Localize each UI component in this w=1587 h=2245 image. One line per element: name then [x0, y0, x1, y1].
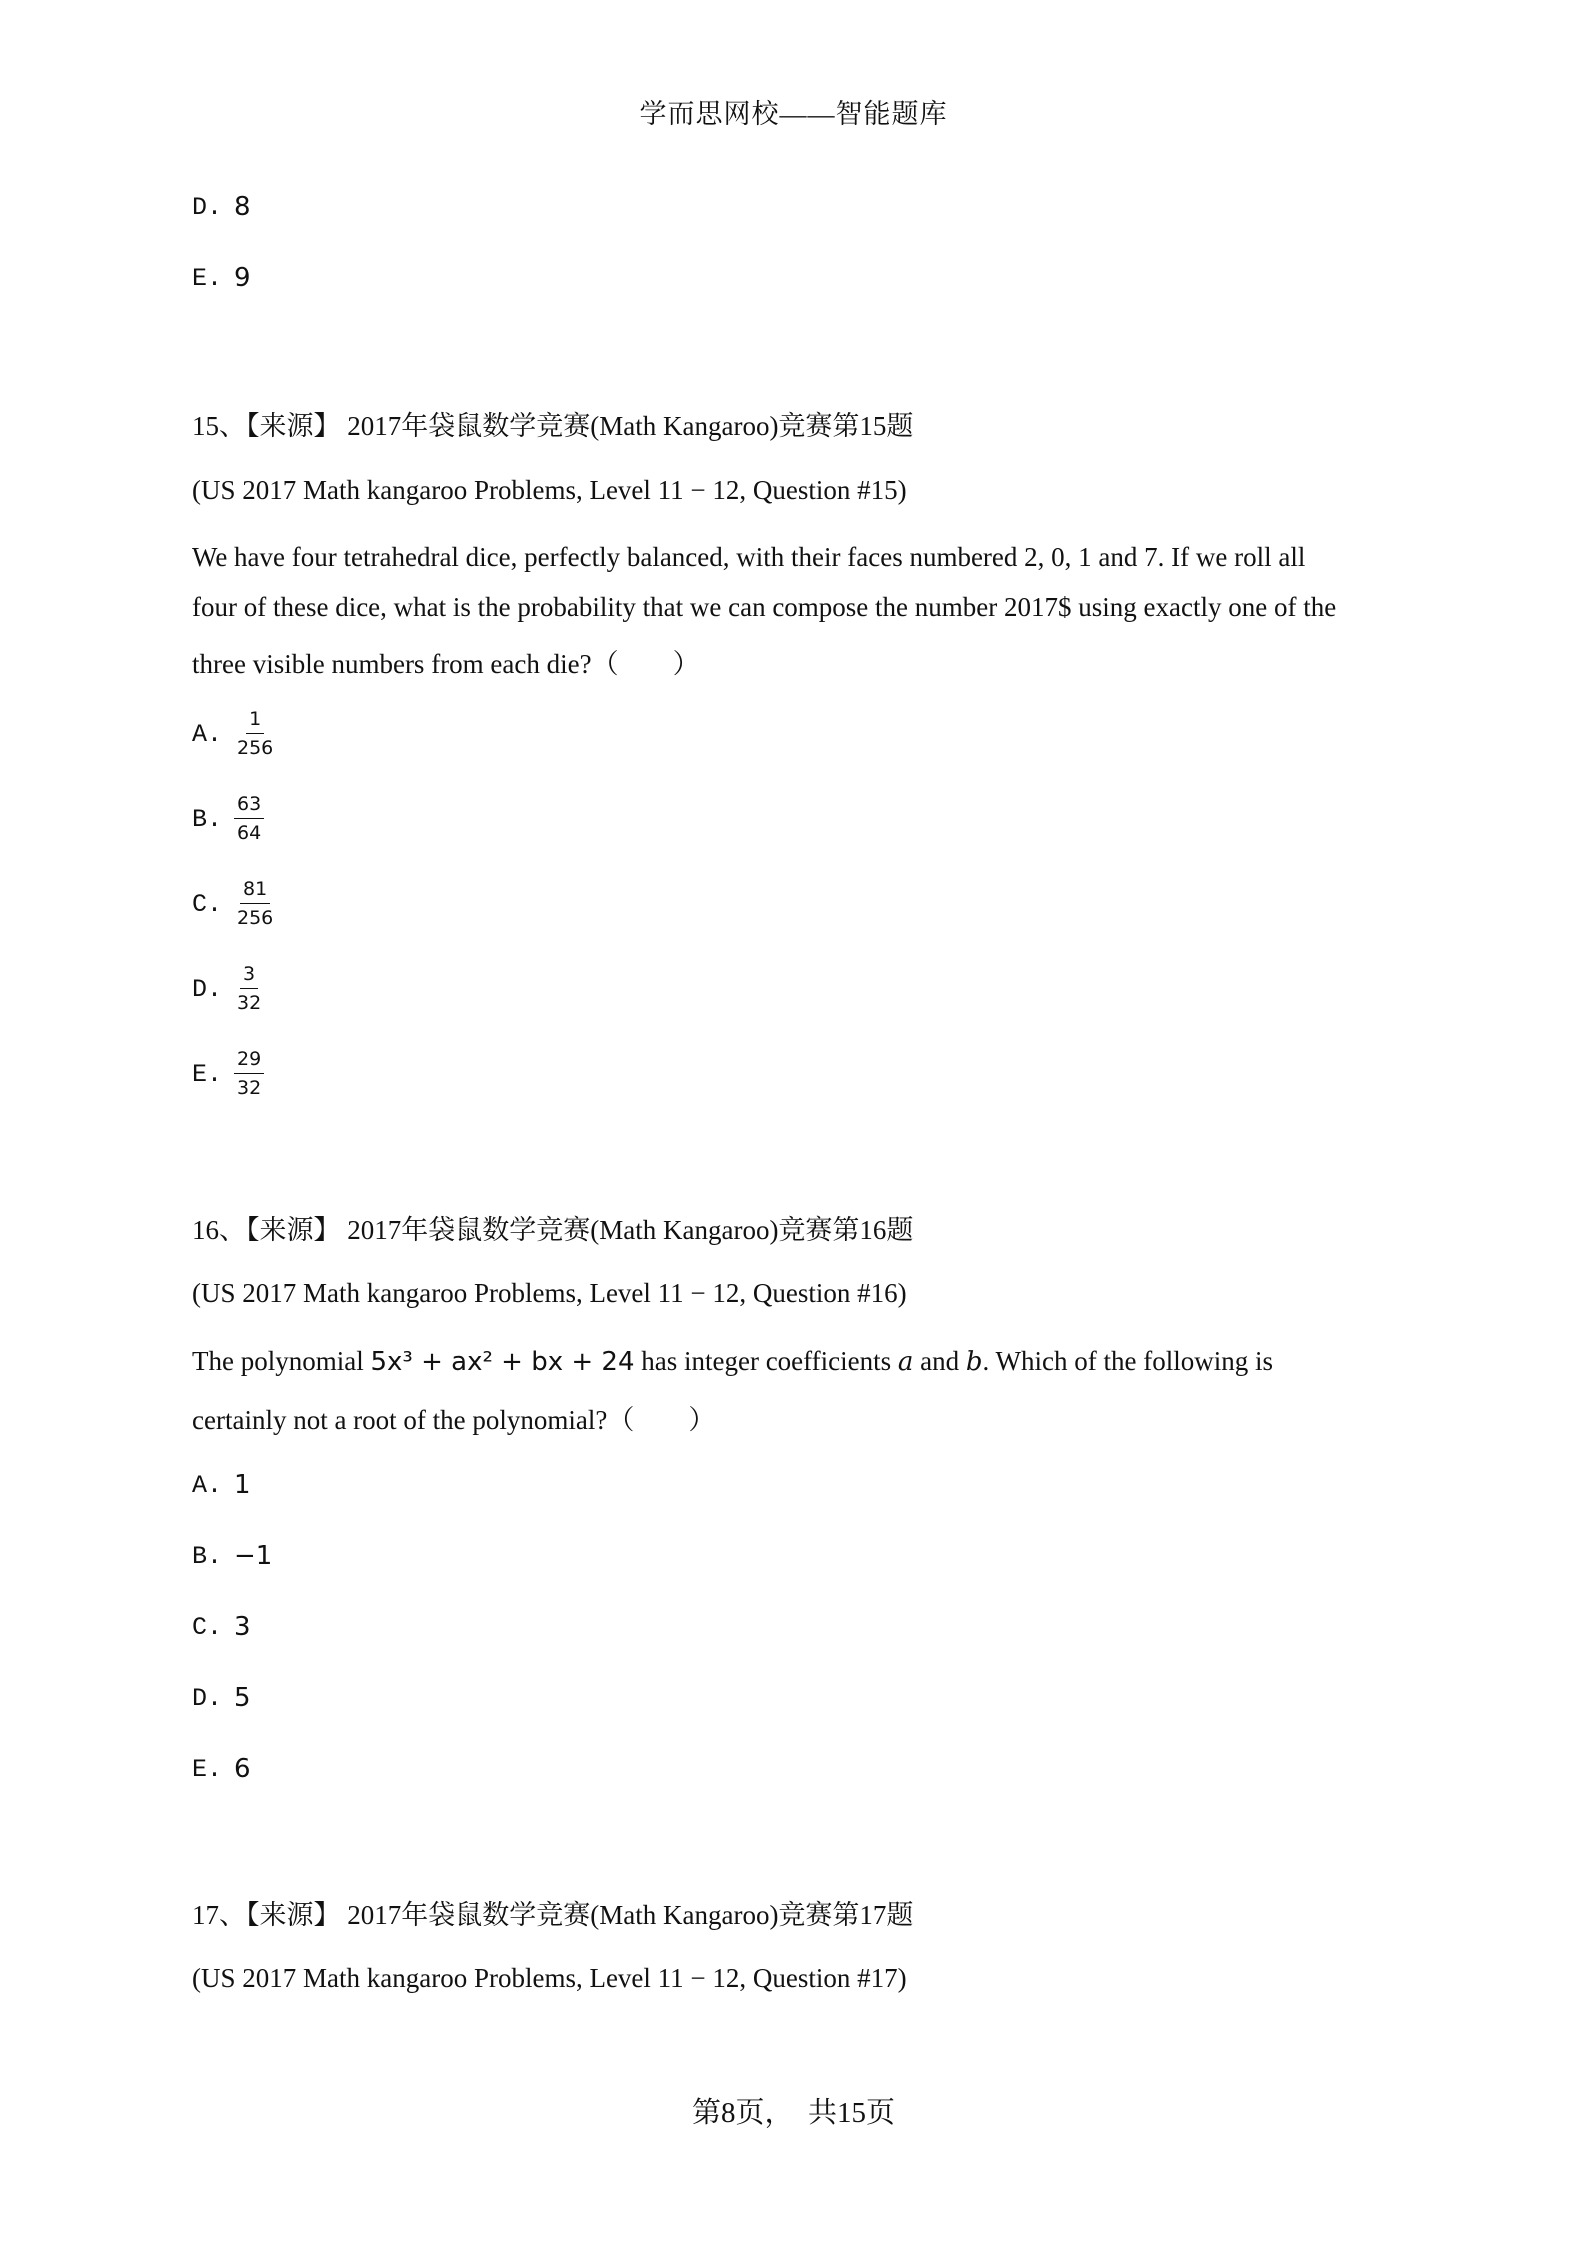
q15-reference: (US 2017 Math kangaroo Problems, Level 11 − 12, Question #15) — [192, 475, 907, 505]
option-value: 5 — [234, 1683, 251, 1713]
fraction: $\frac{3}{32}$ — [237, 963, 262, 1014]
q16-option-e[interactable] — [192, 1754, 251, 1784]
option-letter: A. — [192, 1470, 223, 1500]
q15-text-line3: three visible numbers from each die?（ ） — [192, 649, 700, 679]
q16-text-line2: certainly not a root of the polynomial?（ ） — [192, 1405, 716, 1435]
option-letter: E. — [192, 1059, 223, 1089]
q16-option-b[interactable] — [192, 1541, 272, 1571]
option-value: −1 — [234, 1541, 273, 1571]
option-value: 1 — [234, 1470, 251, 1500]
option-value: 6 — [234, 1754, 251, 1784]
fraction: $\frac{63}{64}$ — [234, 795, 264, 843]
q15-option-e[interactable] — [192, 1050, 264, 1098]
polynomial-expression: 5x³ + ax² + bx + 24 — [370, 1347, 635, 1377]
q17-reference: (US 2017 Math kangaroo Problems, Level 11 − 12, Question #17) — [192, 1963, 907, 1993]
option-letter: B. — [192, 1541, 223, 1571]
option-letter: D. — [192, 974, 223, 1004]
fraction: $\frac{29}{32}$ — [234, 1050, 264, 1098]
q15-source: 15、【来源】 2017年袋鼠数学竞赛(Math Kangaroo)竞赛第15题 — [192, 411, 914, 441]
q15-text-line2: four of these dice, what is the probability that we can compose the number 2017$ using exactly one of the — [192, 592, 1337, 622]
q16-option-d[interactable] — [192, 1683, 251, 1713]
q15-option-c[interactable] — [192, 880, 276, 928]
q16-source: 16、【来源】 2017年袋鼠数学竞赛(Math Kangaroo)竞赛第16题 — [192, 1215, 914, 1245]
option-value: 9 — [234, 263, 251, 293]
q16-option-c[interactable] — [192, 1612, 251, 1642]
fraction: $\frac{1}{256}$ — [237, 708, 274, 759]
option-letter: C. — [192, 889, 223, 919]
option-letter: E. — [192, 263, 223, 293]
option-letter: B. — [192, 804, 223, 834]
page-footer: 第8页， 共15页 — [691, 2097, 895, 2129]
fraction: $\frac{81}{256}$ — [237, 878, 274, 929]
option-value: 8 — [234, 192, 251, 222]
q16-text-line1: The polynomial 5x³ + ax² + bx + 24 has integer coefficients a and b. Which of the following is — [192, 1346, 1274, 1377]
q16-option-a[interactable] — [192, 1470, 251, 1500]
option-letter: C. — [192, 1612, 223, 1642]
q15-option-d[interactable] — [192, 965, 264, 1013]
option-letter: D. — [192, 1683, 223, 1713]
option-value: 3 — [234, 1612, 251, 1642]
q15-option-b[interactable] — [192, 795, 264, 843]
q15-text-line1: We have four tetrahedral dice, perfectly balanced, with their faces numbered 2, 0, 1 and 7. If we roll all — [192, 542, 1306, 572]
q17-source: 17、【来源】 2017年袋鼠数学竞赛(Math Kangaroo)竞赛第17题 — [192, 1900, 914, 1930]
q15-option-a[interactable] — [192, 710, 276, 758]
option-letter: D. — [192, 192, 223, 222]
q16-reference: (US 2017 Math kangaroo Problems, Level 11 − 12, Question #16) — [192, 1278, 907, 1308]
option-e-prev[interactable] — [192, 263, 251, 293]
option-d-prev[interactable] — [192, 192, 251, 222]
page-header: 学而思网校——智能题库 — [639, 99, 948, 129]
option-letter: A. — [192, 719, 223, 749]
option-letter: E. — [192, 1754, 223, 1784]
